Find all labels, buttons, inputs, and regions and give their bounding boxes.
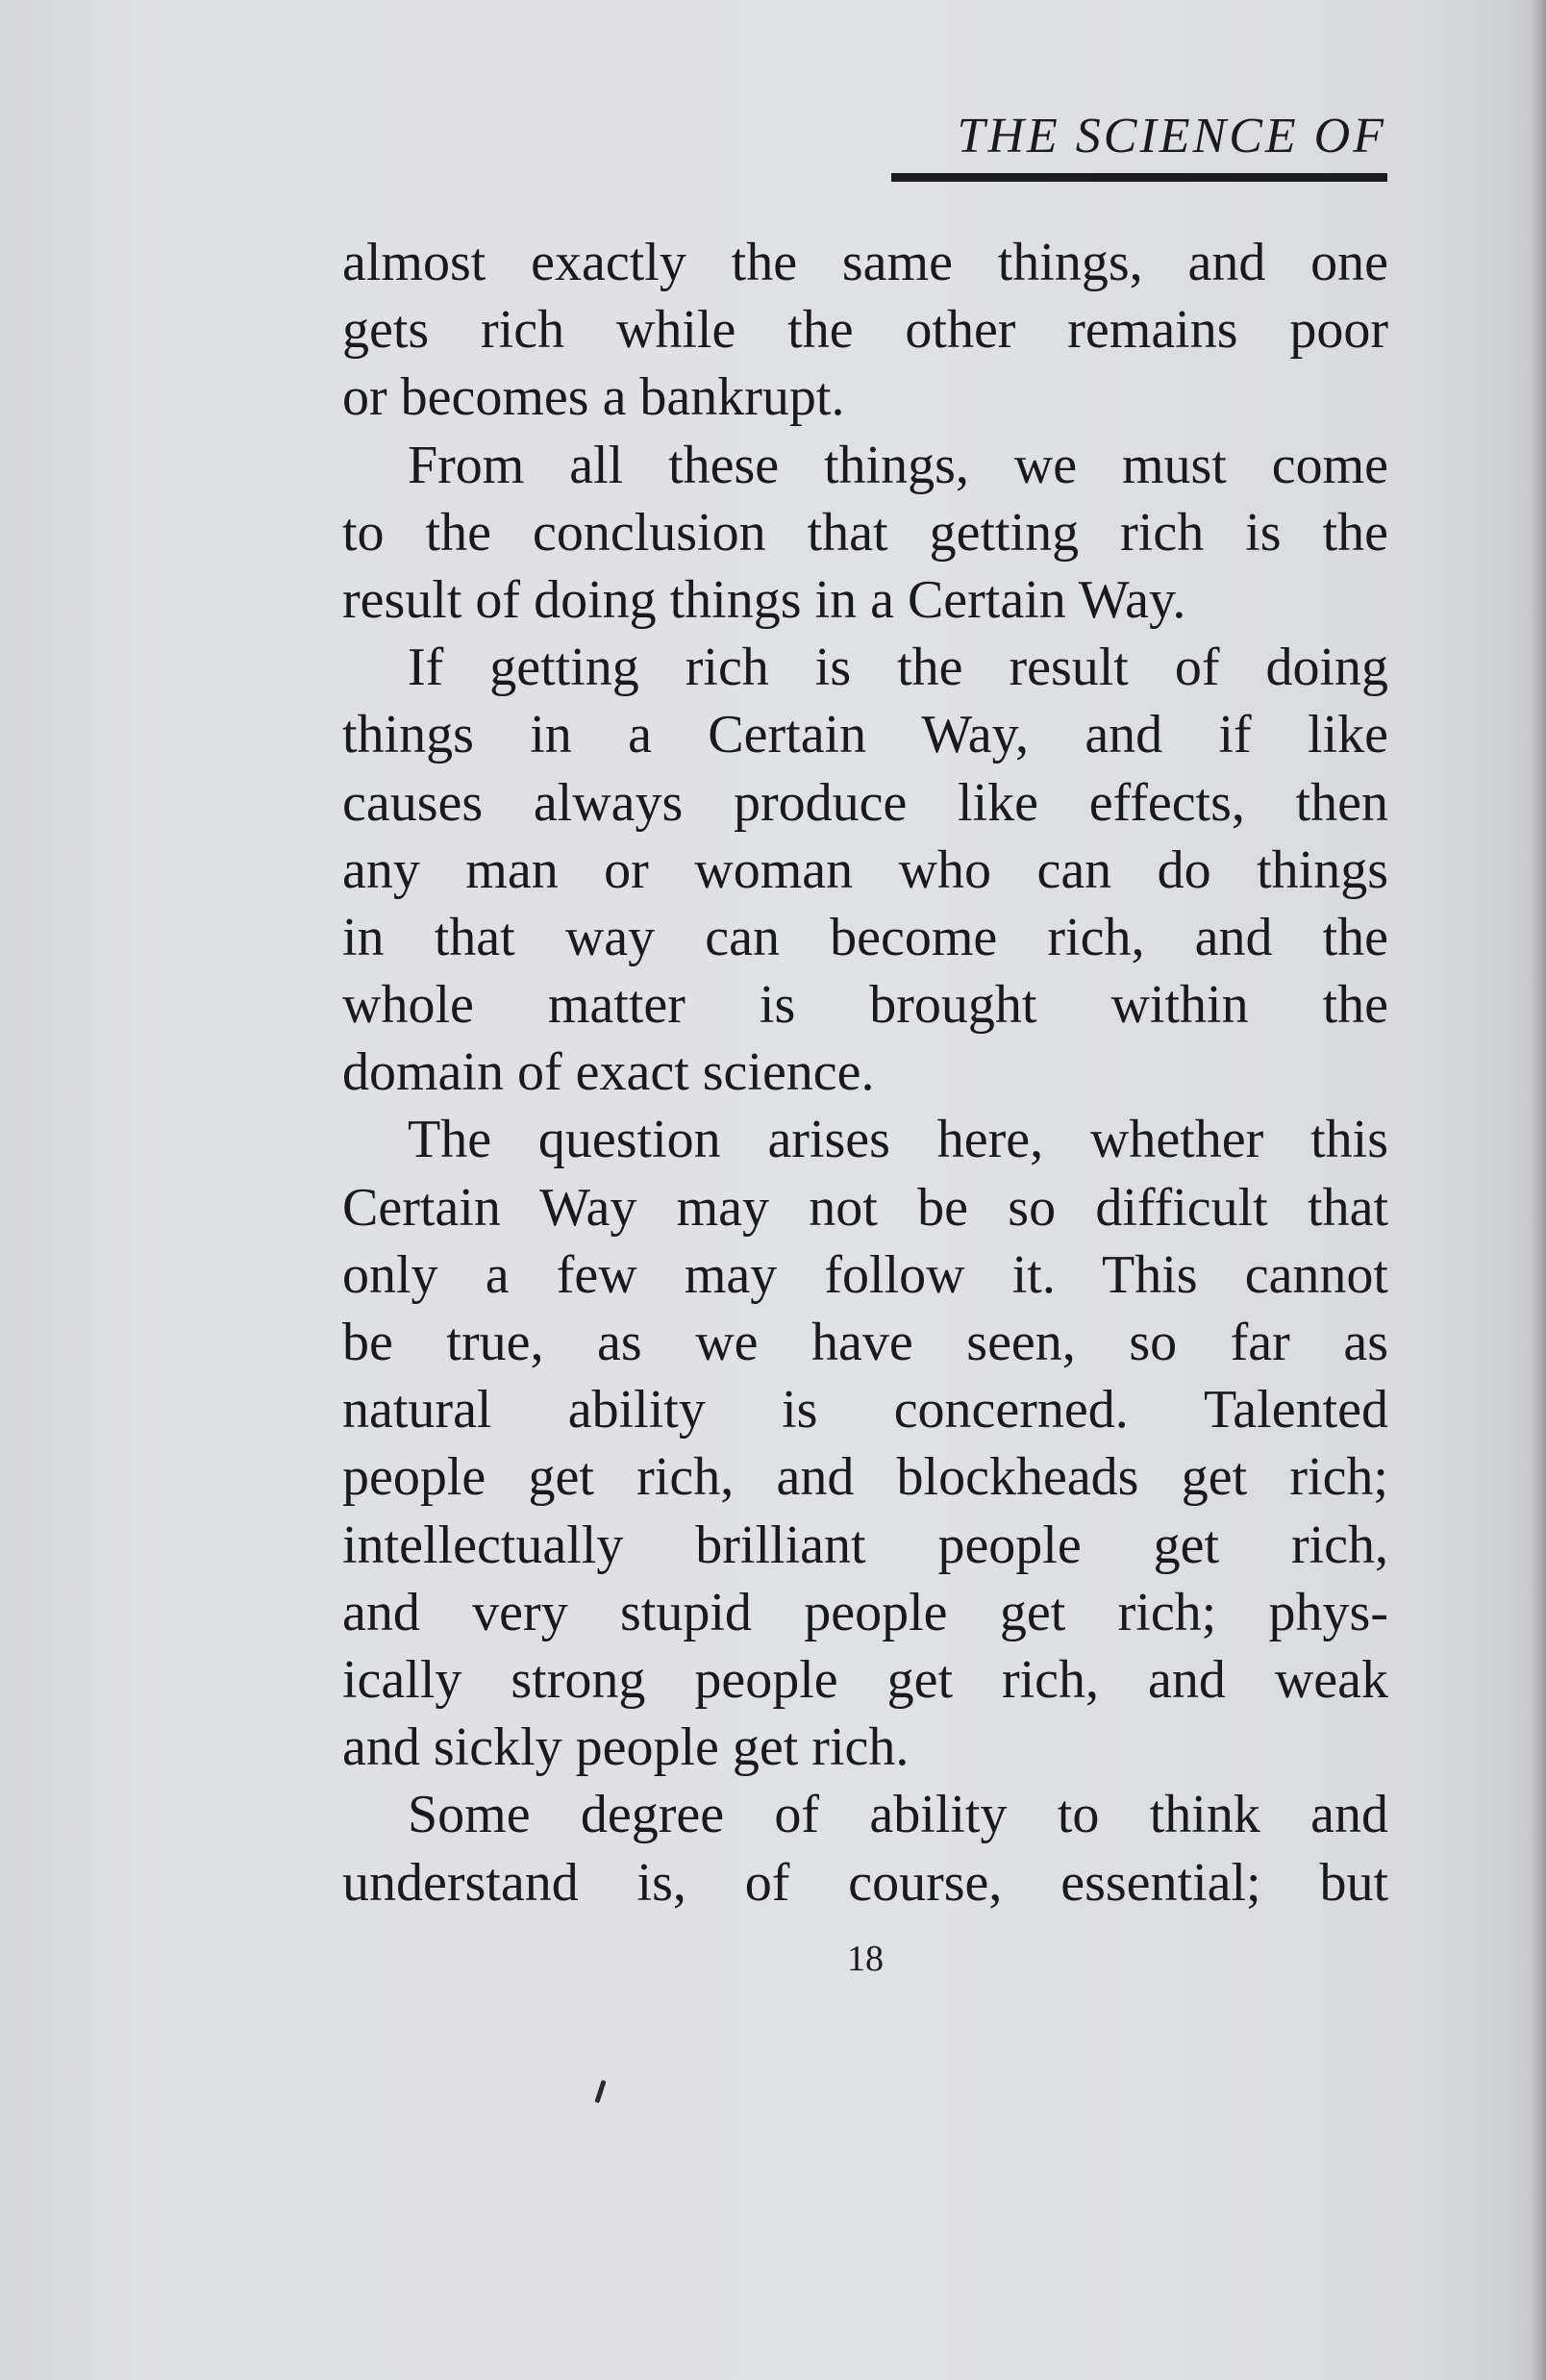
- text-line: to the conclusion that getting rich is the: [342, 502, 1388, 563]
- text-line: things in a Certain Way, and if like: [342, 705, 1388, 765]
- body-text: [342, 229, 1388, 1917]
- page-edge-shadow: [1529, 0, 1546, 2380]
- text-line: domain of exact science.: [342, 1042, 875, 1103]
- pen-mark: [594, 2080, 606, 2103]
- text-line: gets rich while the other remains poor: [342, 300, 1388, 361]
- text-line: or becomes a bankrupt.: [342, 367, 845, 428]
- text-line: causes always produce like effects, then: [342, 772, 1388, 833]
- text-line: whole matter is brought within the: [342, 975, 1388, 1036]
- text-line: intellectually brilliant people get rich,: [342, 1515, 1388, 1575]
- text-line: The question arises here, whether this: [408, 1110, 1388, 1170]
- text-line: result of doing things in a Certain Way.: [342, 569, 1186, 630]
- text-line: understand is, of course, essential; but: [342, 1852, 1388, 1913]
- text-line: and very stupid people get rich; phys-: [342, 1582, 1388, 1642]
- page-number: 18: [847, 1939, 884, 1979]
- text-line: natural ability is concerned. Talented: [342, 1380, 1388, 1441]
- text-line: From all these things, we must come: [408, 435, 1388, 495]
- text-line: people get rich, and blockheads get rich;: [342, 1447, 1388, 1508]
- text-line: almost exactly the same things, and one: [342, 233, 1388, 292]
- text-line: Certain Way may not be so difficult that: [342, 1177, 1388, 1238]
- text-line: ically strong people get rich, and weak: [342, 1649, 1388, 1710]
- header-rule: [891, 173, 1387, 182]
- text-line: be true, as we have seen, so far as: [342, 1313, 1388, 1372]
- text-line: in that way can become rich, and the: [342, 907, 1388, 967]
- text-line: and sickly people get rich.: [342, 1717, 910, 1778]
- text-line: If getting rich is the result of doing: [408, 638, 1388, 698]
- text-line: Some degree of ability to think and: [408, 1785, 1388, 1845]
- running-head: THE SCIENCE OF: [957, 109, 1386, 163]
- text-line: any man or woman who can do things: [342, 839, 1388, 900]
- text-line: only a few may follow it. This cannot: [342, 1244, 1388, 1305]
